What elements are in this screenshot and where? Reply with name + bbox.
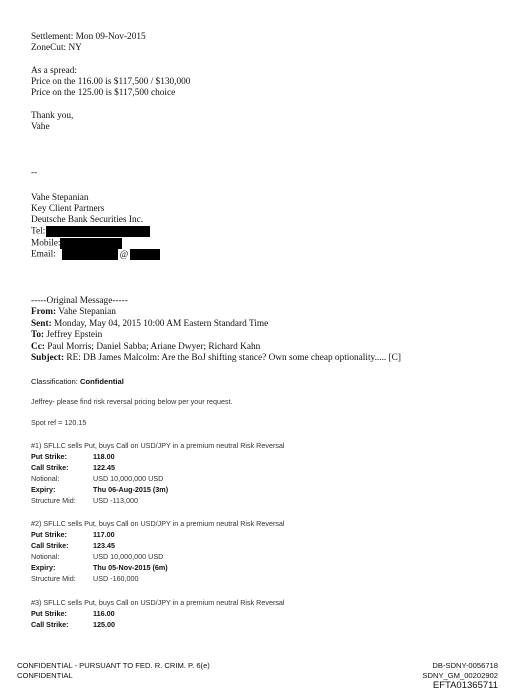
call-strike-value: 125.00 bbox=[93, 620, 115, 629]
settlement-line: Settlement: Mon 09-Nov-2015 bbox=[31, 32, 146, 42]
put-strike-label: Put Strike: bbox=[31, 609, 67, 618]
subject-row bbox=[31, 353, 401, 365]
call-strike-label: Call Strike: bbox=[31, 620, 69, 629]
put-strike-value: 118.00 bbox=[93, 452, 115, 461]
subject-value: RE: DB James Malcolm: Are the BoJ shifting stance? Own some cheap optionality..... [C] bbox=[66, 353, 401, 363]
call-strike-value: 123.45 bbox=[93, 541, 115, 550]
spot-ref-line: Spot ref = 120.15 bbox=[31, 418, 87, 427]
notional-label: Notional: bbox=[31, 552, 60, 561]
structure-mid-label: Structure Mid: bbox=[31, 496, 76, 505]
mobile-redaction bbox=[60, 238, 122, 249]
bates-efta: EFTA01365711 bbox=[432, 680, 498, 691]
email-label: Email: bbox=[31, 249, 56, 260]
bates-sdny-gm: SDNY_GM_00202902 bbox=[422, 670, 498, 680]
to-label: To: bbox=[31, 330, 45, 340]
expiry-label: Expiry: bbox=[31, 563, 56, 572]
price-125-line: Price on the 125.00 is $117,500 choice bbox=[31, 88, 176, 98]
expiry-value: Thu 05-Nov-2015 (6m) bbox=[93, 563, 168, 572]
sent-row bbox=[31, 319, 268, 331]
structure-mid-value: USD -160,000 bbox=[93, 574, 139, 583]
call-strike-value: 122.45 bbox=[93, 463, 115, 472]
reversal-title: #2) SFLLC sells Put, buys Call on USD/JPY in a premium neutral Risk Reversal bbox=[31, 519, 285, 528]
footer-confidential: CONFIDENTIAL bbox=[17, 670, 73, 680]
expiry-value: Thu 06-Aug-2015 (3m) bbox=[93, 485, 169, 494]
email-redaction-domain bbox=[130, 249, 160, 260]
mobile-label: Mobile: bbox=[31, 238, 61, 249]
signature-name: Vahe Stepanian bbox=[31, 193, 89, 203]
signature-separator: -- bbox=[31, 168, 38, 178]
classification-label: Classification: bbox=[31, 377, 78, 386]
intro-line: Jeffrey- please find risk reversal pricing below per your request. bbox=[31, 397, 233, 406]
put-strike-label: Put Strike: bbox=[31, 530, 67, 539]
from-label: From: bbox=[31, 307, 57, 317]
to-row bbox=[31, 330, 102, 342]
email-redaction-user bbox=[62, 249, 118, 260]
spread-intro: As a spread: bbox=[31, 66, 77, 76]
call-strike-label: Call Strike: bbox=[31, 463, 69, 472]
cc-value: Paul Morris; Daniel Sabba; Ariane Dwyer; Richard Kahn bbox=[47, 342, 261, 352]
structure-mid-value: USD -113,000 bbox=[93, 496, 139, 505]
notional-value: USD 10,000,000 USD bbox=[93, 474, 164, 483]
subject-label: Subject: bbox=[31, 353, 65, 363]
cc-label: Cc: bbox=[31, 342, 45, 352]
classification-value: Confidential bbox=[79, 377, 124, 386]
sent-value: Monday, May 04, 2015 10:00 AM Eastern Standard Time bbox=[54, 319, 269, 329]
signature-first-name: Vahe bbox=[31, 122, 50, 132]
original-message-header: -----Original Message----- bbox=[31, 296, 128, 306]
price-116-line: Price on the 116.00 is $117,500 / $130,000 bbox=[31, 77, 191, 87]
email-row bbox=[31, 249, 160, 261]
structure-mid-label: Structure Mid: bbox=[31, 574, 76, 583]
call-strike-label: Call Strike: bbox=[31, 541, 69, 550]
put-strike-value: 116.00 bbox=[93, 609, 115, 618]
expiry-label: Expiry: bbox=[31, 485, 56, 494]
footer-left bbox=[17, 661, 210, 680]
tel-redaction bbox=[46, 226, 150, 237]
from-value: Vahe Stepanian bbox=[58, 307, 116, 317]
reversal-title: #3) SFLLC sells Put, buys Call on USD/JPY in a premium neutral Risk Reversal bbox=[31, 598, 285, 607]
notional-value: USD 10,000,000 USD bbox=[93, 552, 164, 561]
put-strike-label: Put Strike: bbox=[31, 452, 67, 461]
classification-row bbox=[31, 377, 124, 387]
cc-row bbox=[31, 342, 260, 354]
put-strike-value: 117.00 bbox=[93, 530, 115, 539]
tel-row bbox=[31, 226, 150, 238]
from-row bbox=[31, 307, 116, 319]
notional-label: Notional: bbox=[31, 474, 60, 483]
tel-label: Tel: bbox=[31, 226, 46, 237]
footer-confidential-pursuant: CONFIDENTIAL - PURSUANT TO FED. R. CRIM. P. 6(e) bbox=[17, 661, 210, 670]
thanks-line: Thank you, bbox=[31, 111, 74, 121]
footer-right bbox=[422, 661, 498, 691]
to-value: Jeffrey Epstein bbox=[46, 330, 103, 340]
signature-company: Deutsche Bank Securities Inc. bbox=[31, 215, 144, 225]
zonecut-line: ZoneCut: NY bbox=[31, 43, 82, 53]
bates-db-sdny: DB-SDNY-0056718 bbox=[432, 661, 498, 670]
reversal-title: #1) SFLLC sells Put, buys Call on USD/JPY in a premium neutral Risk Reversal bbox=[31, 441, 285, 450]
sent-label: Sent: bbox=[31, 319, 52, 329]
email-at-sign: @ bbox=[119, 249, 129, 260]
signature-title: Key Client Partners bbox=[31, 204, 105, 214]
